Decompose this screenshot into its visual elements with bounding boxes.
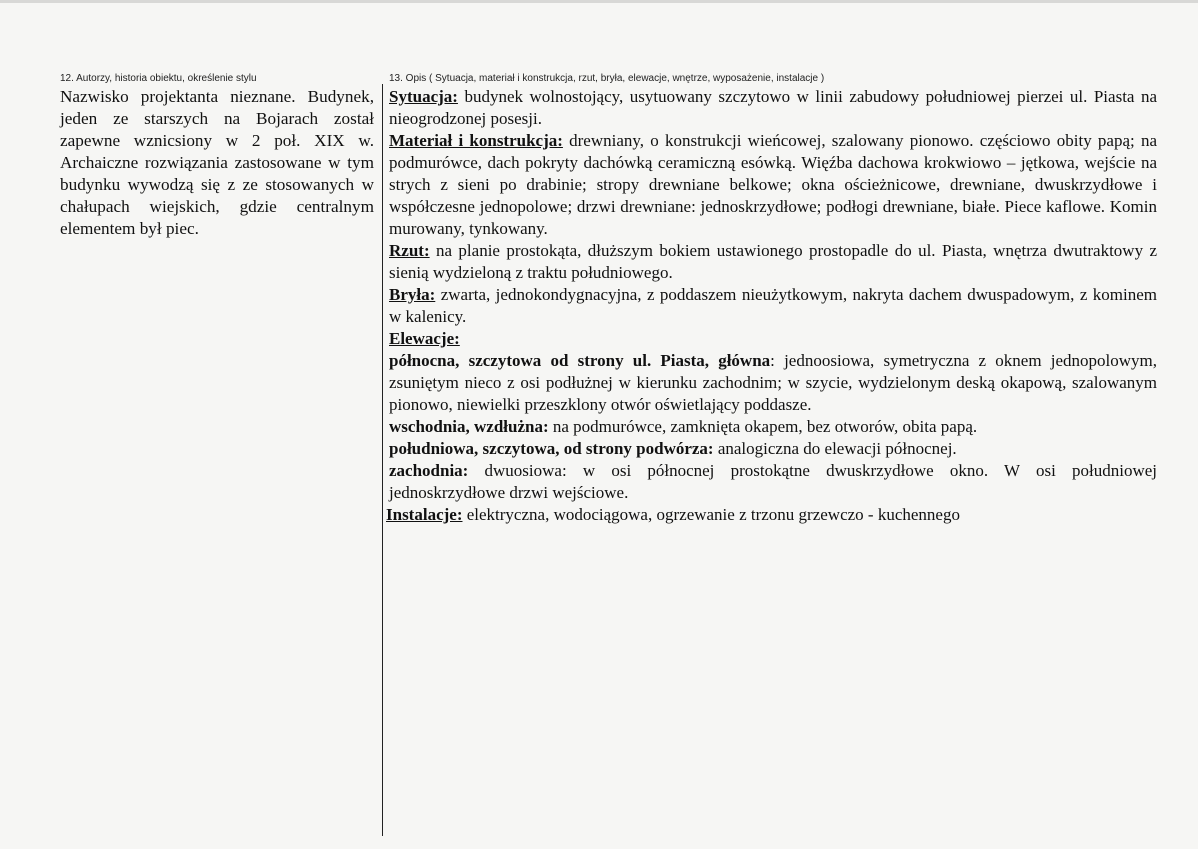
sytuacja-paragraph [389,86,1157,130]
rzut-paragraph [389,240,1157,284]
polnocna-label: północna, szczytowa od strony ul. Piasta, główna [389,351,771,370]
material-paragraph [389,130,1157,240]
zachodnia-paragraph [389,460,1157,504]
elewacje-label: Elewacje: [389,329,460,348]
poludniowa-label: południowa, szczytowa, od strony podwórza: [389,439,714,458]
bryla-text: zwarta, jednokondygnacyjna, z poddaszem nieużytkowym, nakryta dachem dwuspadowym, z kominem w kalenicy. [389,285,1157,326]
instalacje-label: Instalacje: [386,505,463,524]
column-divider [382,84,383,836]
section-12-text: Nazwisko projektanta nieznane. Budynek, jeden ze starszych na Bojarach został zapewne wznicsiony w 2 poł. XIX w. Archaiczne rozwiązania zastosowane w tym budynku wywodzą się z ze stosowanych w chałupach wiejskich, gdzie centralnym elementem był piec. [60,87,374,238]
wschodnia-text: na podmurówce, zamknięta okapem, bez otworów, obita papą. [548,417,978,436]
polnocna-text: : jednoosiowa, symetryczna z oknem jednopolowym, zsuniętym nieco z osi podłużnej w kierunku zachodnim; w szycie, wydzielonym deską okapową, szalowanym pionowo, niewielki przeszklony otwór oświetlający poddasze. [389,351,1157,414]
section-12-column [60,72,374,240]
wschodnia-label: wschodnia, wzdłużna: [389,417,549,436]
section-13-heading: 13. Opis ( Sytuacja, materiał i konstrukcja, rzut, bryła, elewacje, wnętrze, wyposażenie, instalacje ) [389,73,825,84]
instalacje-text: elektryczna, wodociągowa, ogrzewanie z trzonu grzewczo - kuchennego [462,505,960,524]
poludniowa-paragraph [389,438,1157,460]
material-text: drewniany, o konstrukcji wieńcowej, szalowany pionowo. częściowo obity papą; na podmurówce, dach pokryty dachówką ceramiczną esówką. Więźba dachowa krokwiowo – jętkowa, wejście na strych z sieni po drabinie; stropy drewniane belkowe; okna ościeżnicowe, drewniane, dwuskrzydłowe i współczesne jednopolowe; drzwi drewniane: jednoskrzydłowe; podłogi drewniane, białe. Piece kaflowe. Komin murowany, tynkowany. [389,131,1157,238]
zachodnia-text: dwuosiowa: w osi północnej prostokątne dwuskrzydłowe okno. W osi południowej jednoskrzydłowe drzwi wejściowe. [389,461,1157,502]
section-12-heading: 12. Autorzy, historia obiektu, określenie stylu [60,73,257,84]
wschodnia-paragraph [389,416,1157,438]
bryla-label: Bryła: [389,285,436,304]
elewacje-paragraph [389,328,1157,350]
sytuacja-label: Sytuacja: [389,87,458,106]
poludniowa-text: analogiczna do elewacji północnej. [713,439,957,458]
bryla-paragraph [389,284,1157,328]
section-13-column [386,72,1157,526]
sytuacja-text: budynek wolnostojący, usytuowany szczytowo w linii zabudowy południowej pierzei ul. Piasta na nieogrodzonej posesji. [389,87,1157,128]
zachodnia-label: zachodnia: [389,461,469,480]
scan-top-edge [0,0,1198,3]
material-label: Materiał i konstrukcja: [389,131,563,150]
polnocna-paragraph [389,350,1157,416]
instalacje-paragraph [386,504,1157,526]
rzut-text: na planie prostokąta, dłuższym bokiem ustawionego prostopadle do ul. Piasta, wnętrza dwutraktowy z sienią wydzieloną z traktu południowego. [389,241,1157,282]
rzut-label: Rzut: [389,241,430,260]
section-13-body [386,86,1157,526]
